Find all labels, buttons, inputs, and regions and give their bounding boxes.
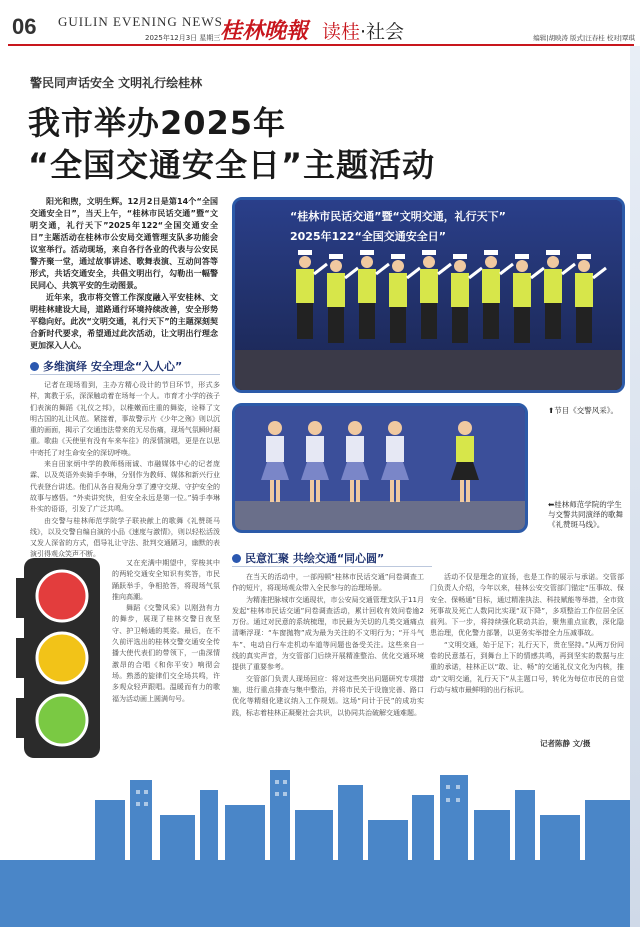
- photo2-caption: ⬅桂林师范学院的学生与交警共同演绎的歌舞《礼赞斑马线》。: [548, 500, 623, 529]
- photo-zebra-crossing-dance: [232, 403, 528, 533]
- header-rule: [8, 44, 634, 46]
- body-paragraph: 活动不仅是理念的宣扬，也是工作的展示与承诺。交管部门负责人介绍，今年以来，桂林公安交管部门锚定“压事故、保安全、保畅通”目标，通过精准执法、科技赋能等举措，全市致死事故及死亡人数同比实现“双下降”，多项整治工作位居全区前列。下一步，将持续强化联动共治，聚焦重点宣教，深化隐患治理，优化警力部署，以更务实举措全力压减事故。: [430, 573, 624, 638]
- page-number: 06: [12, 14, 37, 39]
- editor-credits: 编辑|胡映涛 版式|汪春桂 校对|覃琪: [533, 34, 635, 42]
- decorative-strip: [630, 46, 640, 927]
- section2-heading: [232, 550, 384, 566]
- section-name: [322, 17, 404, 44]
- photo1-caption: ⬆节目《交警风采》。: [548, 406, 619, 415]
- body-paragraph: 由交警与桂林师范学院学子联袂献上的歌舞《礼赞斑马线》，以及交警自编自演的小品《速度与激情》，则以轻松活泼又发人深省的方式，倡导礼让守法、批判交通陋习，幽默的表演引得观众笑声不断。: [30, 516, 220, 559]
- photo1-illustration: [235, 200, 622, 390]
- issue-date: 2025年12月3日 星期三: [145, 34, 221, 42]
- caption1-text: 节目《交警风采》。: [554, 406, 619, 415]
- photo-traffic-police-performance: [232, 197, 625, 393]
- section1-heading: [30, 358, 182, 374]
- caption2-text: 桂林师范学院的学生与交警共同演绎的歌舞《礼赞斑马线》。: [548, 500, 623, 529]
- section1-body: [30, 380, 220, 561]
- byline: 记者陈静 文/摄: [540, 739, 591, 748]
- article-title-line2: “全国交通安全日”主题活动: [28, 146, 436, 184]
- section1-body-continued: [112, 558, 220, 705]
- bullet-icon: [232, 554, 241, 563]
- body-paragraph: 为精准把脉城市交通现状，市公安局交通管理支队于11月发起“桂林市民话交通”问卷调查活动，累计回收有效问卷逾2万份。通过对民意的系统梳理，市民最为关切的几类交通痛点清晰浮现：“车窗抛物”成为最为关注的不文明行为；“开斗气车”、电动自行车走机动车道等问题也备受关注。这些来自一线的真实声音，为交管部门后续开展精准整治、优化交通环境提供了重要参考。: [232, 595, 424, 672]
- section-sub-label: ·社会: [360, 21, 405, 43]
- body-paragraph: 又在充满中期望中，穿梭其中的两轮交通安全知识有奖答，市民踊跃举手，争相抢答，将现场气氛推向高潮。: [112, 559, 220, 601]
- lead-paragraph: 近年来，我市将交管工作深度融入平安桂林、文明桂林建设大局，道路通行环境持续改善，安全形势平稳向好。此次“文明交通，礼行天下”的主题深刻契合新时代要求，希望通过此次活动，让文明出行理念更加深入人心。: [30, 293, 218, 350]
- article-title-line1: 我市举办2025年: [28, 104, 287, 142]
- body-paragraph: 在当天的活动中，一部闯顿“桂林市民话交通”问卷调查工作的短片，将现场观众带入全民参与的治理场景。: [232, 573, 424, 593]
- body-paragraph: 舞蹈《交警风采》以刚劲有力的舞步，展现了桂林交警日夜坚守、护卫畅通的英姿。最后，在不久前评选出的桂林交警交通安全传播大使代表们的带领下，一曲深情激昂的合唱《和你平安》响彻会场。熟悉的旋律们交全场共鸣，许多观众轻声跟唱。温暖而有力的歌福为活动画上圆满句号。: [112, 604, 220, 703]
- section1-rule: [30, 374, 220, 375]
- body-paragraph: 交管部门负责人现场回应：将对这些突出问题研究专项措施，进行重点排查与集中整治，并将市民关于设施完善、路口优化等精细化建议纳入工作规划。这场“问计于民”的成功实践，标志着桂林正凝聚社会共识，以协同共治破解交通难题。: [232, 674, 424, 717]
- photo1-banner2: 2025年122“全国交通安全日”: [290, 230, 447, 243]
- body-paragraph: “文明交通，始于足下；礼行天下，贵在坚持。”从两万份问卷的民意基石，到舞台上下的情感共鸣，再到坚实的数据与庄重的承诺，桂林正以“敢、让、畅”的交通礼仪文化为内核，推动“文明交通，礼行天下”从主题口号，转化为每位市民的自觉行动与城市最鲜明的出行标识。: [430, 640, 624, 694]
- article-subhead: 警民同声话安全 文明礼行绘桂林: [30, 76, 203, 90]
- brand-logo: 桂林晚報: [220, 18, 309, 44]
- bullet-icon: [30, 362, 39, 371]
- article-lead: [30, 196, 218, 352]
- traffic-light-icon: [16, 558, 108, 758]
- section2-rule: [232, 566, 432, 567]
- section2-title: 民意汇聚 共绘交通“同心圆”: [245, 552, 385, 565]
- body-paragraph: 记者在现场看到，主办方精心设计的节目环节，形式多样，寓教于乐，深深触动着在场每一个人。市育才小学的孩子们表演的舞蹈《礼仪之邦》，以稚嫩而庄重的舞姿，诠释了文明古国的礼让风范。紧接着，事故警示片《少年之殇》则以沉重的画面，揭示了交通违法带来的无尽伤痛，现场气氛瞬时凝重。歌曲《天使里有没有车来车往》的深情演唱，更是在以思中寄托了对生命安全的深切呼唤。: [30, 381, 220, 457]
- english-masthead: GUILIN EVENING NEWS: [58, 14, 223, 29]
- section3-body: [430, 572, 624, 696]
- city-skyline-graphic: [0, 740, 630, 927]
- photo2-illustration: [235, 406, 525, 530]
- section-main-label: 读桂: [322, 21, 361, 43]
- section1-title: 多维演绎 安全理念“入人心”: [43, 360, 183, 373]
- lead-paragraph: 阳光和煦，文明生辉。12月2日是第14个“全国交通安全日”，当天上午，“桂林市民话交通”暨“文明交通，礼行天下”2025年122“全国交通安全日”主题活动在桂林市公安局交通管理支队多功能会议室举行。活动现场，来自各行各业的代表与公安民警齐聚一堂，通过故事讲述、歌舞表演、互动问答等形式，共话交通安全，共倡文明出行，勾勒出一幅警民同心、共筑平安的生动图景。: [30, 197, 218, 290]
- body-paragraph: 来自田家炳中学的教师杨雨诚、市融媒体中心的记者庞霖、以及英语外卖骑手李琳，分别作为教师、媒体和新兴行业代表登台讲述。他们从各自视角分享了遵守交规、守护安全的故事与感悟。“外卖讲究快，但安全永远是第一位。”骑手李琳朴实的语语，引发了广泛共鸣。: [30, 460, 220, 514]
- photo1-banner: “桂林市民话交通”暨“文明交通，礼行天下”: [290, 210, 506, 223]
- section2-body: [232, 572, 424, 719]
